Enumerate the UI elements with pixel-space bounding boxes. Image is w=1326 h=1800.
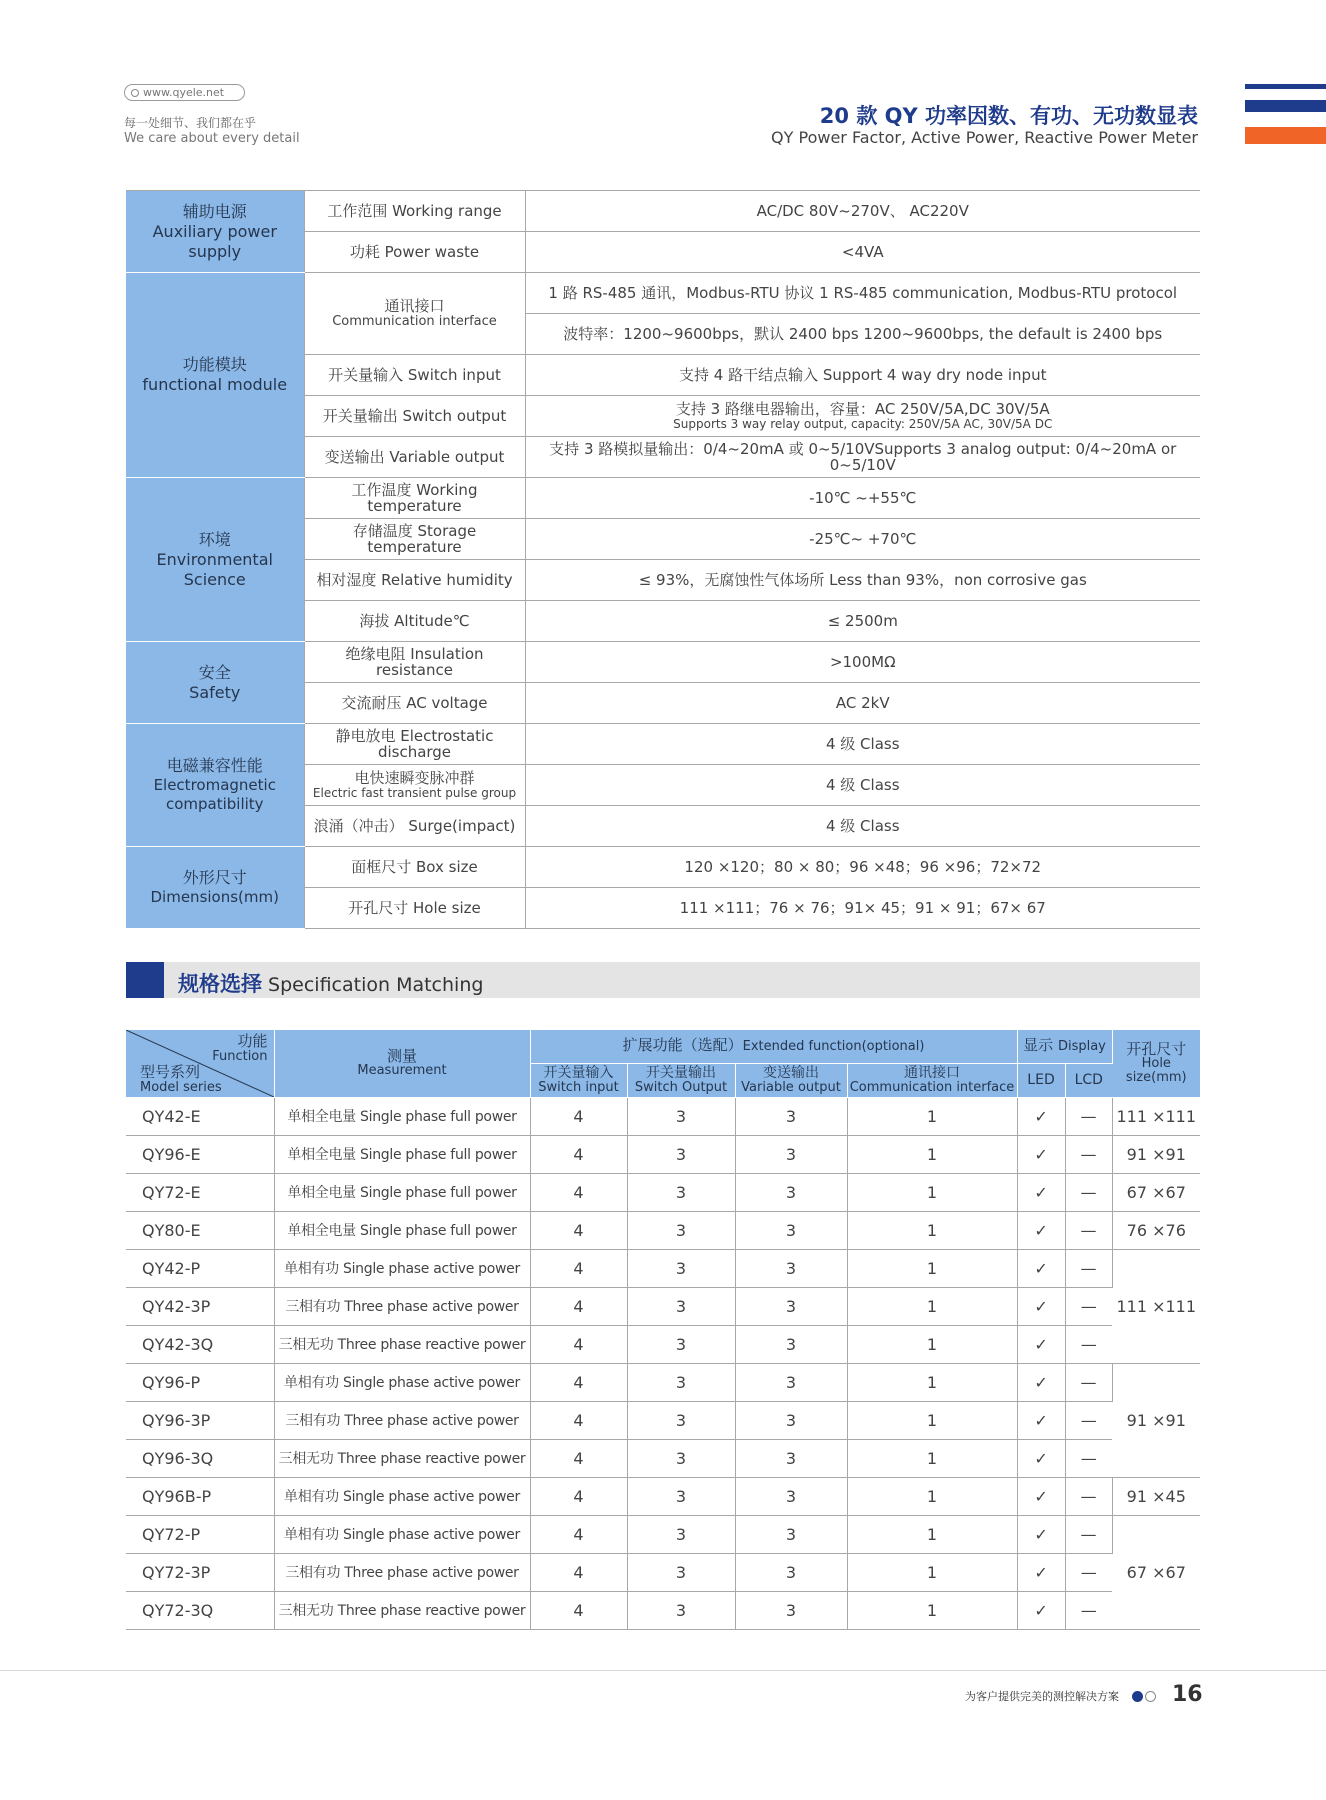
cell-led: ✓ [1017, 1591, 1065, 1629]
cell-switch-input: 4 [530, 1477, 627, 1515]
cell-switch-output: 3 [627, 1325, 735, 1363]
param-row [126, 724, 1200, 765]
cell-variable-output: 3 [735, 1249, 847, 1287]
cell-lcd: — [1065, 1211, 1112, 1249]
cell-communication: 1 [847, 1401, 1017, 1439]
cell-switch-input: 4 [530, 1211, 627, 1249]
cell-switch-input: 4 [530, 1439, 627, 1477]
cell-measurement: 单相有功 Single phase active power [274, 1515, 530, 1553]
cell-switch-output: 3 [627, 1477, 735, 1515]
param-value: >100MΩ [525, 642, 1200, 683]
cell-led: ✓ [1017, 1439, 1065, 1477]
cell-model: QY72-E [126, 1173, 274, 1211]
cell-variable-output: 3 [735, 1173, 847, 1211]
cell-model: QY42-E [126, 1097, 274, 1135]
param-value: 4 级 Class [525, 724, 1200, 765]
table-row [126, 1515, 1200, 1553]
param-name: 变送输出 Variable output [304, 437, 525, 478]
cell-led: ✓ [1017, 1173, 1065, 1211]
cell-communication: 1 [847, 1325, 1017, 1363]
cell-model: QY96-3Q [126, 1439, 274, 1477]
cell-variable-output: 3 [735, 1515, 847, 1553]
param-category: 功能模块 functional module [126, 273, 304, 478]
cell-lcd: — [1065, 1173, 1112, 1211]
param-value: 120 ×120；80 × 80；96 ×48；96 ×96；72×72 [525, 847, 1200, 888]
cell-led: ✓ [1017, 1553, 1065, 1591]
param-name: 相对湿度 Relative humidity [304, 560, 525, 601]
cell-switch-input: 4 [530, 1173, 627, 1211]
cell-measurement: 三相无功 Three phase reactive power [274, 1325, 530, 1363]
header-led: LED [1017, 1063, 1065, 1097]
cell-switch-output: 3 [627, 1135, 735, 1173]
param-name: 浪涌（冲击） Surge(impact) [304, 806, 525, 847]
cell-switch-output: 3 [627, 1173, 735, 1211]
cell-switch-input: 4 [530, 1135, 627, 1173]
param-name: 海拔 Altitude℃ [304, 601, 525, 642]
cell-lcd: — [1065, 1401, 1112, 1439]
cell-measurement: 单相全电量 Single phase full power [274, 1135, 530, 1173]
table-row [126, 1097, 1200, 1135]
cell-variable-output: 3 [735, 1477, 847, 1515]
cell-model: QY96-3P [126, 1401, 274, 1439]
search-icon [131, 89, 139, 97]
cell-led: ✓ [1017, 1515, 1065, 1553]
cell-measurement: 三相有功 Three phase active power [274, 1401, 530, 1439]
cell-switch-output: 3 [627, 1097, 735, 1135]
cell-led: ✓ [1017, 1287, 1065, 1325]
cell-switch-output: 3 [627, 1515, 735, 1553]
cell-switch-input: 4 [530, 1363, 627, 1401]
cell-switch-output: 3 [627, 1439, 735, 1477]
decor-stripe-blue-thin [1245, 84, 1326, 89]
param-value: 支持 4 路干结点输入 Support 4 way dry node input [525, 355, 1200, 396]
cell-switch-input: 4 [530, 1249, 627, 1287]
website-url[interactable] [124, 84, 245, 101]
cell-lcd: — [1065, 1249, 1112, 1287]
cell-led: ✓ [1017, 1211, 1065, 1249]
param-value: 1 路 RS-485 通讯，Modbus-RTU 协议 1 RS-485 communication, Modbus-RTU protocol [525, 273, 1200, 314]
param-value: 111 ×111；76 × 76；91× 45；91 × 91；67× 67 [525, 888, 1200, 929]
cell-lcd: — [1065, 1553, 1112, 1591]
decor-stripe-orange [1245, 127, 1326, 144]
cell-switch-output: 3 [627, 1591, 735, 1629]
header-switch-output: 开关量输出 Switch Output [627, 1063, 735, 1097]
param-name: 交流耐压 AC voltage [304, 683, 525, 724]
param-row [126, 478, 1200, 519]
cell-measurement: 三相有功 Three phase active power [274, 1287, 530, 1325]
cell-model: QY72-3Q [126, 1591, 274, 1629]
header-display: 显示 Display [1017, 1030, 1112, 1063]
param-value: 支持 3 路继电器输出，容量：AC 250V/5A,DC 30V/5A Supports 3 way relay output, capacity: 250V/5A AC, 30V/5A DC [525, 396, 1200, 437]
cell-measurement: 三相有功 Three phase active power [274, 1553, 530, 1591]
param-name: 工作温度 Working temperature [304, 478, 525, 519]
table-row [126, 1439, 1200, 1477]
cell-switch-output: 3 [627, 1401, 735, 1439]
cell-led: ✓ [1017, 1401, 1065, 1439]
table-row [126, 1553, 1200, 1591]
cell-variable-output: 3 [735, 1439, 847, 1477]
cell-switch-input: 4 [530, 1401, 627, 1439]
param-name: 功耗 Power waste [304, 232, 525, 273]
param-value: ≤ 93%，无腐蚀性气体场所 Less than 93%，non corrosive gas [525, 560, 1200, 601]
cell-hole-size: 91 ×45 [1112, 1477, 1200, 1515]
cell-variable-output: 3 [735, 1363, 847, 1401]
cell-switch-input: 4 [530, 1591, 627, 1629]
cell-switch-output: 3 [627, 1211, 735, 1249]
cell-variable-output: 3 [735, 1097, 847, 1135]
cell-lcd: — [1065, 1439, 1112, 1477]
param-category: 电磁兼容性能 Electromagnetic compatibility [126, 724, 304, 847]
param-category: 安全 Safety [126, 642, 304, 724]
param-value: -25℃~ +70℃ [525, 519, 1200, 560]
table-row [126, 1249, 1200, 1287]
page-number: 16 [1172, 1682, 1203, 1707]
cell-hole-size: 76 ×76 [1112, 1211, 1200, 1249]
table-row [126, 1363, 1200, 1401]
cell-hole-size: 91 ×91 [1112, 1363, 1200, 1477]
table-row [126, 1325, 1200, 1363]
cell-measurement: 单相全电量 Single phase full power [274, 1211, 530, 1249]
cell-led: ✓ [1017, 1477, 1065, 1515]
cell-variable-output: 3 [735, 1211, 847, 1249]
cell-communication: 1 [847, 1135, 1017, 1173]
cell-lcd: — [1065, 1363, 1112, 1401]
cell-led: ✓ [1017, 1249, 1065, 1287]
cell-led: ✓ [1017, 1135, 1065, 1173]
header-variable-output: 变送输出 Variable output [735, 1063, 847, 1097]
cell-communication: 1 [847, 1363, 1017, 1401]
cell-lcd: — [1065, 1135, 1112, 1173]
cell-model: QY96-P [126, 1363, 274, 1401]
param-name: 绝缘电阻 Insulation resistance [304, 642, 525, 683]
table-row [126, 1211, 1200, 1249]
param-category: 环境 Environmental Science [126, 478, 304, 642]
footer-slogan: 为客户提供完美的测控解决方案 [965, 1690, 1119, 1703]
param-value: ≤ 2500m [525, 601, 1200, 642]
cell-measurement: 三相无功 Three phase reactive power [274, 1439, 530, 1477]
param-name: 开孔尺寸 Hole size [304, 888, 525, 929]
param-value: 4 级 Class [525, 806, 1200, 847]
spec-table [126, 1030, 1200, 1630]
cell-communication: 1 [847, 1097, 1017, 1135]
cell-switch-input: 4 [530, 1325, 627, 1363]
param-value: <4VA [525, 232, 1200, 273]
header-extended-function: 扩展功能（选配）Extended function(optional) [530, 1030, 1017, 1063]
cell-variable-output: 3 [735, 1287, 847, 1325]
cell-led: ✓ [1017, 1325, 1065, 1363]
cell-variable-output: 3 [735, 1325, 847, 1363]
param-name: 电快速瞬变脉冲群 Electric fast transient pulse group [304, 765, 525, 806]
cell-model: QY72-P [126, 1515, 274, 1553]
param-name: 存储温度 Storage temperature [304, 519, 525, 560]
param-value: AC/DC 80V~270V、 AC220V [525, 191, 1200, 232]
footer-divider [0, 1670, 1326, 1671]
cell-model: QY72-3P [126, 1553, 274, 1591]
cell-hole-size: 111 ×111 [1112, 1097, 1200, 1135]
header-communication: 通讯接口 Communication interface [847, 1063, 1017, 1097]
section-title: 规格选择 Specification Matching [178, 972, 484, 996]
cell-lcd: — [1065, 1097, 1112, 1135]
cell-model: QY96-E [126, 1135, 274, 1173]
param-value: -10℃ ~+55℃ [525, 478, 1200, 519]
table-row [126, 1401, 1200, 1439]
cell-communication: 1 [847, 1211, 1017, 1249]
cell-communication: 1 [847, 1173, 1017, 1211]
cell-communication: 1 [847, 1249, 1017, 1287]
cell-switch-output: 3 [627, 1363, 735, 1401]
param-row [126, 847, 1200, 888]
cell-measurement: 单相有功 Single phase active power [274, 1249, 530, 1287]
cell-model: QY42-3P [126, 1287, 274, 1325]
cell-switch-input: 4 [530, 1097, 627, 1135]
page-title-cn: 20 款 QY 功率因数、有功、无功数显表 [819, 104, 1198, 128]
param-value: 4 级 Class [525, 765, 1200, 806]
cell-hole-size: 91 ×91 [1112, 1135, 1200, 1173]
cell-switch-output: 3 [627, 1249, 735, 1287]
cell-lcd: — [1065, 1515, 1112, 1553]
decor-stripe-blue [1245, 100, 1326, 112]
footer-dot-icon [1132, 1691, 1143, 1702]
cell-communication: 1 [847, 1287, 1017, 1325]
cell-hole-size: 111 ×111 [1112, 1249, 1200, 1363]
cell-measurement: 单相全电量 Single phase full power [274, 1097, 530, 1135]
cell-led: ✓ [1017, 1363, 1065, 1401]
table-row [126, 1477, 1200, 1515]
param-name: 面框尺寸 Box size [304, 847, 525, 888]
table-row [126, 1591, 1200, 1629]
cell-lcd: — [1065, 1477, 1112, 1515]
cell-model: QY80-E [126, 1211, 274, 1249]
cell-switch-input: 4 [530, 1515, 627, 1553]
param-category: 辅助电源 Auxiliary power supply [126, 191, 304, 273]
cell-model: QY96B-P [126, 1477, 274, 1515]
param-value: 支持 3 路模拟量输出：0/4~20mA 或 0~5/10VSupports 3 analog output: 0/4~20mA or 0~5/10V [525, 437, 1200, 478]
param-name: 静电放电 Electrostatic discharge [304, 724, 525, 765]
header-measurement: 测量 Measurement [274, 1030, 530, 1097]
header-model-function: 功能 Function 型号系列 Model series [126, 1030, 274, 1097]
cell-switch-output: 3 [627, 1287, 735, 1325]
cell-model: QY42-3Q [126, 1325, 274, 1363]
param-category: 外形尺寸 Dimensions(mm) [126, 847, 304, 929]
cell-measurement: 三相无功 Three phase reactive power [274, 1591, 530, 1629]
footer-circle-icon [1145, 1691, 1156, 1702]
website-url-text: www.qyele.net [143, 86, 225, 99]
cell-lcd: — [1065, 1591, 1112, 1629]
section-marker [126, 962, 164, 998]
cell-switch-output: 3 [627, 1553, 735, 1591]
cell-hole-size: 67 ×67 [1112, 1515, 1200, 1629]
cell-communication: 1 [847, 1515, 1017, 1553]
cell-variable-output: 3 [735, 1135, 847, 1173]
cell-model: QY42-P [126, 1249, 274, 1287]
cell-led: ✓ [1017, 1097, 1065, 1135]
cell-hole-size: 67 ×67 [1112, 1173, 1200, 1211]
cell-variable-output: 3 [735, 1591, 847, 1629]
param-value: AC 2kV [525, 683, 1200, 724]
cell-measurement: 单相全电量 Single phase full power [274, 1173, 530, 1211]
param-row [126, 642, 1200, 683]
cell-variable-output: 3 [735, 1553, 847, 1591]
cell-communication: 1 [847, 1591, 1017, 1629]
param-name: 开关量输出 Switch output [304, 396, 525, 437]
cell-measurement: 单相有功 Single phase active power [274, 1477, 530, 1515]
tagline-en: We care about every detail [124, 131, 300, 146]
table-row [126, 1173, 1200, 1211]
parameter-table [126, 190, 1200, 929]
cell-communication: 1 [847, 1553, 1017, 1591]
param-row [126, 273, 1200, 314]
table-row [126, 1287, 1200, 1325]
param-value: 波特率：1200~9600bps，默认 2400 bps 1200~9600bps, the default is 2400 bps [525, 314, 1200, 355]
cell-lcd: — [1065, 1325, 1112, 1363]
page-title-en: QY Power Factor, Active Power, Reactive Power Meter [771, 128, 1198, 147]
cell-measurement: 单相有功 Single phase active power [274, 1363, 530, 1401]
cell-variable-output: 3 [735, 1401, 847, 1439]
cell-communication: 1 [847, 1477, 1017, 1515]
header-switch-input: 开关量输入 Switch input [530, 1063, 627, 1097]
table-row [126, 1135, 1200, 1173]
cell-communication: 1 [847, 1439, 1017, 1477]
tagline-cn: 每一处细节、我们都在乎 [124, 116, 257, 130]
param-name: 开关量输入 Switch input [304, 355, 525, 396]
cell-lcd: — [1065, 1287, 1112, 1325]
cell-switch-input: 4 [530, 1287, 627, 1325]
param-name: 工作范围 Working range [304, 191, 525, 232]
header-hole-size: 开孔尺寸 Hole size(mm) [1112, 1030, 1200, 1097]
param-row [126, 191, 1200, 232]
param-name: 通讯接口 Communication interface [304, 273, 525, 355]
header-lcd: LCD [1065, 1063, 1112, 1097]
cell-switch-input: 4 [530, 1553, 627, 1591]
